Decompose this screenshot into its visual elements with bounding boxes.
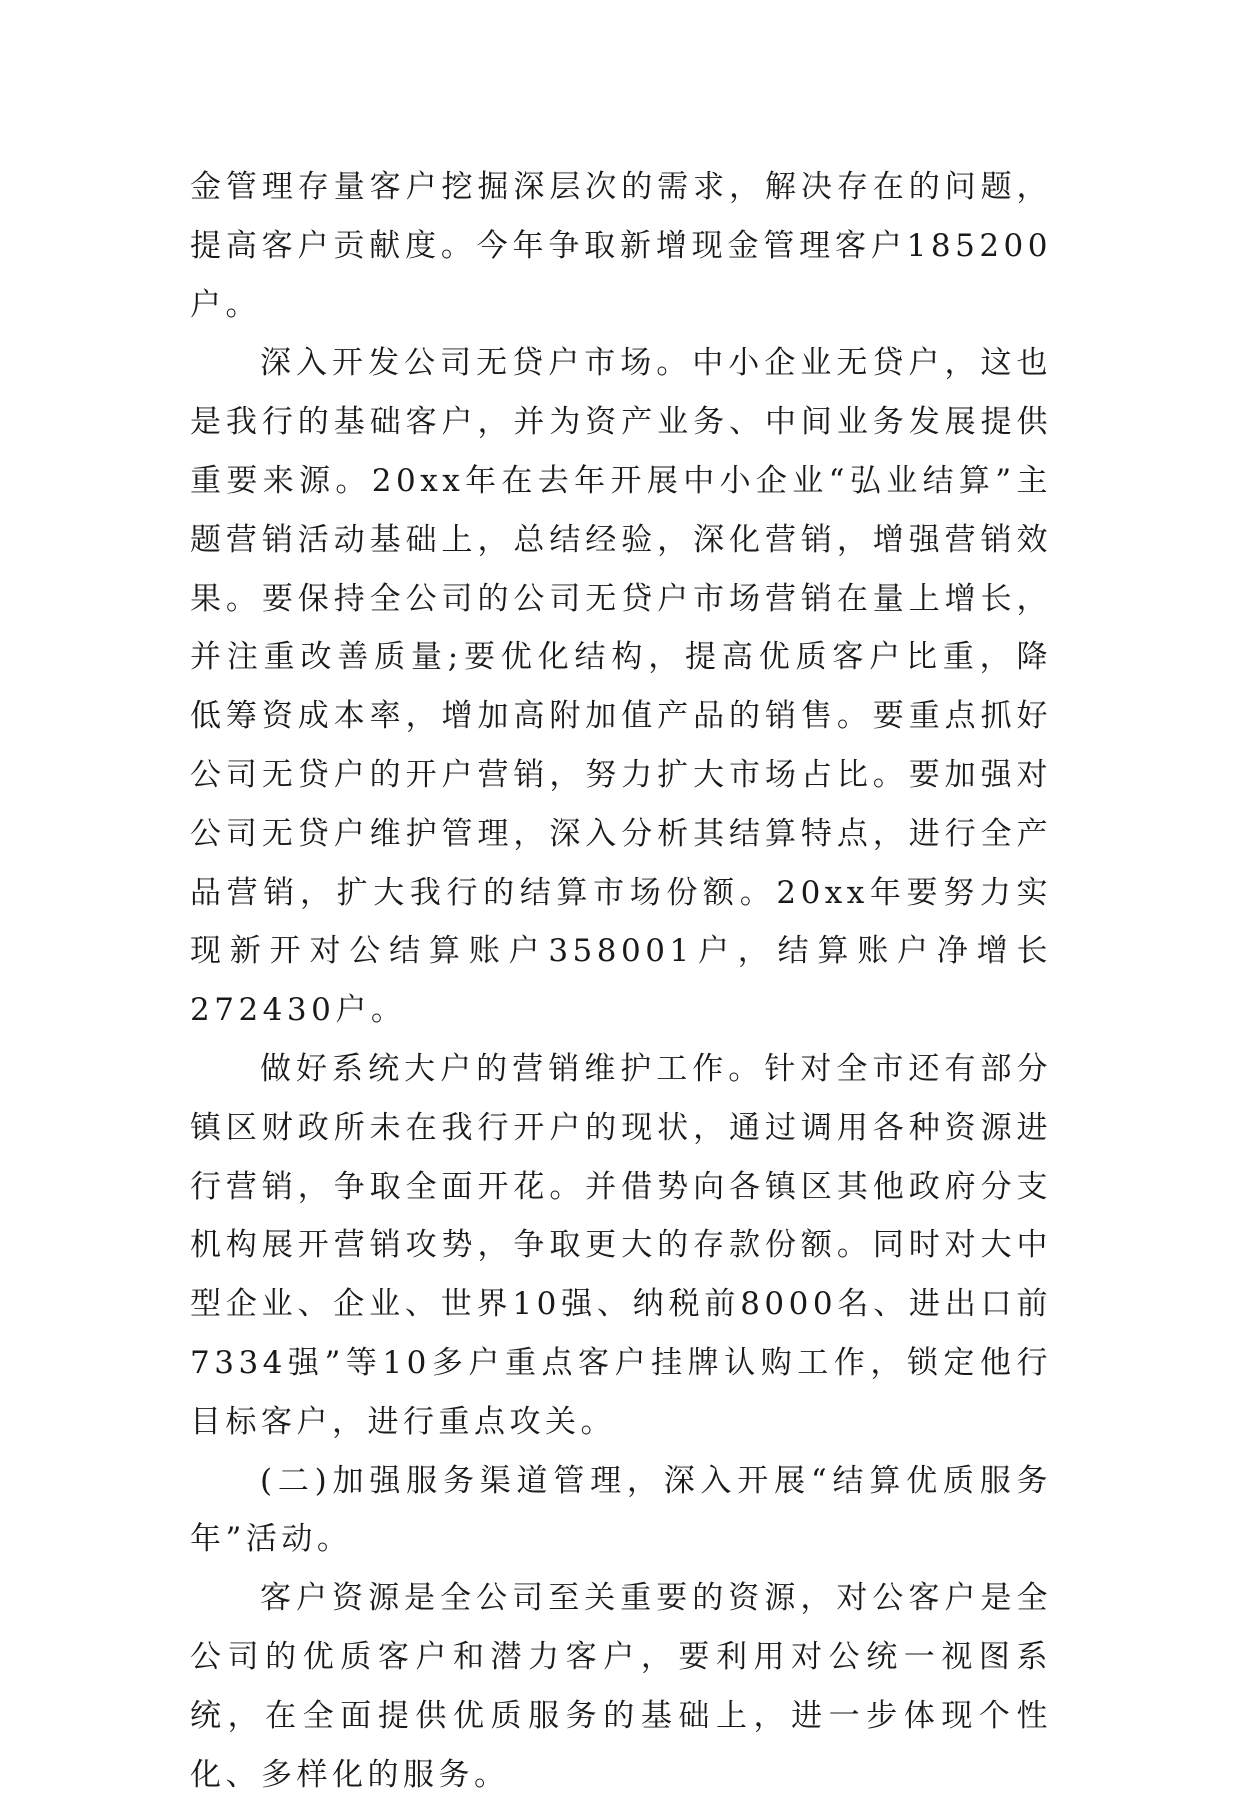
section-heading-service-channels: (二)加强服务渠道管理，深入开展“结算优质服务年”活动。 (190, 1462, 1052, 1558)
paragraph-system-clients: 做好系统大户的营销维护工作。针对全市还有部分镇区财政所未在我行开户的现状，通过调用各种资源进行营销，争取全面开花。并借势向各镇区其他政府分支机构展开营销攻势，争取更大的存款份额。同时对大中型企业、企业、世界10强、纳税前8000名、进出口前7334强”等10多户重点客户挂牌认购工作，锁定他行目标客户，进行重点攻关。 (190, 1050, 1052, 1440)
paragraph-cash-management: 金管理存量客户挖掘深层次的需求，解决存在的问题，提高客户贡献度。今年争取新增现金管理客户185200户。 (190, 169, 1052, 323)
paragraph-no-loan-market: 深入开发公司无贷户市场。中小企业无贷户，这也是我行的基础客户，并为资产业务、中间业务发展提供重要来源。20xx年在去年开展中小企业“弘业结算”主题营销活动基础上，总结经验，深化营销，增强营销效果。要保持全公司的公司无贷户市场营销在量上增长，并注重改善质量;要优化结构，提高优质客户比重，降低筹资成本率，增加高附加值产品的销售。要重点抓好公司无贷户的开户营销，努力扩大市场占比。要加强对公司无贷户维护管理，深入分析其结算特点，进行全产品营销，扩大我行的结算市场份额。20xx年要努力实现新开对公结算账户358001户，结算账户净增长272430户。 (190, 345, 1052, 1029)
paragraph-customer-resources: 客户资源是全公司至关重要的资源，对公客户是全公司的优质客户和潜力客户，要利用对公统一视图系统，在全面提供优质服务的基础上，进一步体现个性化、多样化的服务。 (190, 1580, 1052, 1793)
document-body (190, 158, 1052, 1804)
